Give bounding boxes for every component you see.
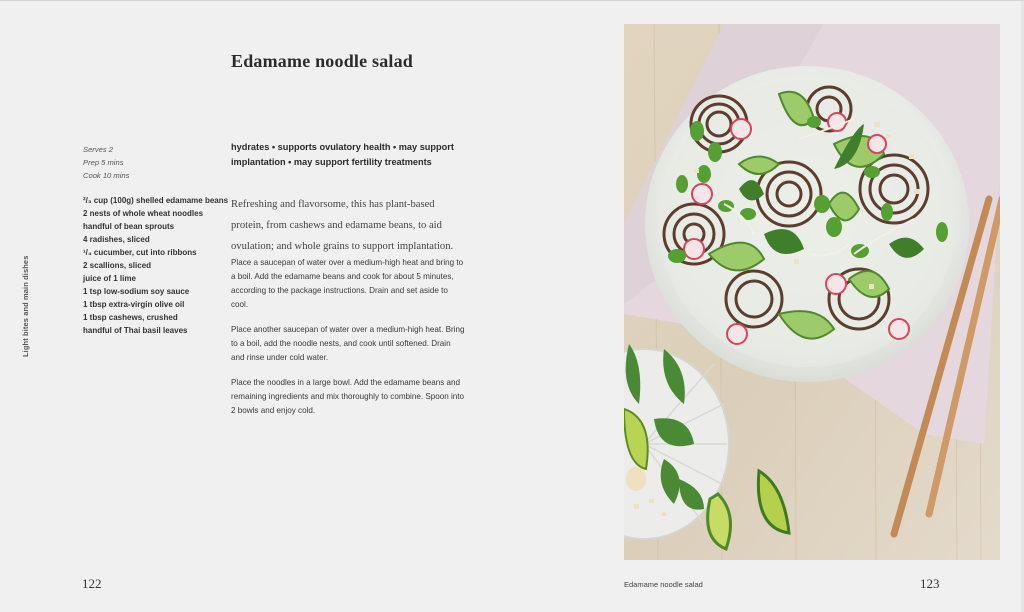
ingredient-item: handful of bean sprouts [83, 222, 175, 231]
ingredient-item: 1 tsp low-sodium soy sauce [83, 287, 190, 296]
recipe-photo [624, 24, 1000, 560]
ingredient-item: ²/₃ cup (100g) shelled edamame beans [83, 196, 229, 205]
ingredient-item: ¹/₄ cucumber, cut into ribbons [83, 248, 197, 257]
method-step: Place a saucepan of water over a medium-high heat and bring to a boil. Add the edamame beans and cook for about 5 minutes, according to the package instructions. Drain and set aside to cool. [231, 258, 464, 309]
prep-time-text: Prep 5 mins [83, 158, 124, 167]
ingredient-item: 4 radishes, sliced [83, 235, 150, 244]
ingredient-item: 2 nests of whole wheat noodles [83, 209, 204, 218]
serves-text: Serves 2 [83, 145, 113, 154]
health-benefits: hydrates • supports ovulatory health • may support implantation • may support fertility treatments [231, 142, 454, 167]
left-page [0, 1, 512, 612]
ingredient-item: 2 scallions, sliced [83, 261, 152, 270]
book-spread [0, 1, 1024, 612]
ingredient-item: handful of Thai basil leaves [83, 326, 188, 335]
left-page-number: 122 [82, 576, 102, 591]
food-photo-illustration [624, 24, 1000, 560]
cook-time-text: Cook 10 mins [83, 171, 130, 180]
recipe-title: Edamame noodle salad [231, 51, 414, 71]
recipe-intro: Refreshing and flavorsome, this has plant-based protein, from cashews and edamame beans, to aid ovulation; and whole grains to support implantation. [231, 199, 454, 252]
ingredient-item: 1 tbsp cashews, crushed [83, 313, 178, 322]
method-step: Place the noodles in a large bowl. Add the edamame beans and remaining ingredients and mix thoroughly to combine. Spoon into 2 bowls and enjoy cold. [231, 378, 465, 415]
method-step: Place another saucepan of water over a medium-high heat. Bring to a boil, add the noodle nests, and cook until softened. Drain and rinse under cold water. [231, 325, 465, 362]
ingredient-item: juice of 1 lime [83, 274, 136, 283]
ingredients-list [83, 194, 233, 337]
ingredient-item: 1 tbsp extra-virgin olive oil [83, 300, 185, 309]
section-label: Light bites and main dishes [21, 255, 30, 357]
recipe-meta [83, 143, 129, 182]
running-head: Edamame noodle salad [624, 580, 703, 589]
right-page-number: 123 [920, 576, 940, 591]
method-steps [231, 256, 466, 429]
